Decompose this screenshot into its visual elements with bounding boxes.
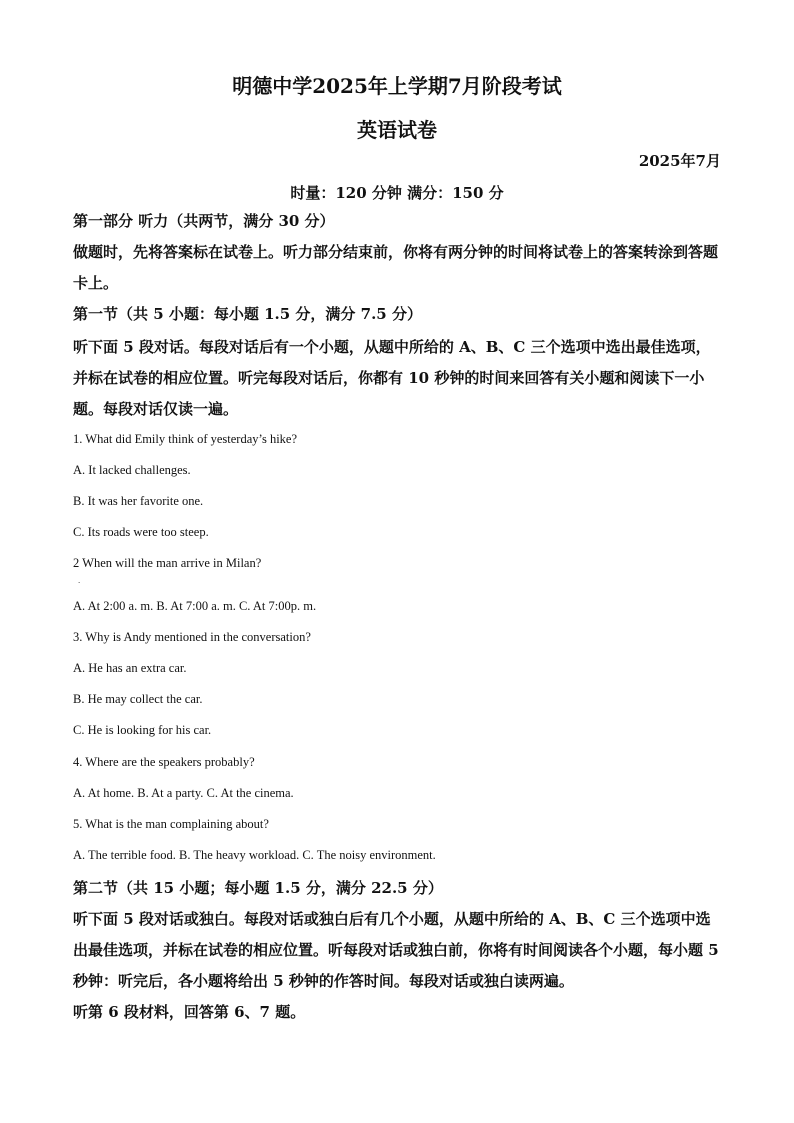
- part1-instructions: 做题时，先将答案标在试卷上。听力部分结束前，你将有两分钟的时间将试卷上的答案转涂到答题卡上。: [73, 243, 719, 292]
- section1-instructions: 听下面 5 段对话。每段对话后有一个小题，从题中所给的 A、B、C 三个选项中选出最佳选项，并标在试卷的相应位置。听完每段对话后，你都有 10 秒钟的时间来回答有关小题和阅读下一小题。每段对话仅读一遍。: [73, 338, 711, 418]
- question-2-dot: .: [78, 576, 81, 585]
- question-3-option-c: C. He is looking for his car.: [73, 723, 212, 737]
- exam-meta: 时量：120 分钟 满分：150 分: [290, 184, 504, 202]
- section2-prompt: 听第 6 段材料，回答第 6、7 题。: [73, 1003, 306, 1021]
- question-4: 4. Where are the speakers probably?: [73, 755, 255, 769]
- section2-instructions: 听下面 5 段对话或独白。每段对话或独白后有几个小题，从题中所给的 A、B、C 三个选项中选出最佳选项，并标在试卷的相应位置。听每段对话或独白前，你将有时间阅读各个小题，每小题 5 秒钟：听完后，各小题将给出 5 秒钟的作答时间。每段对话或独白读两遍。: [73, 910, 719, 990]
- question-5: 5. What is the man complaining about?: [73, 817, 269, 831]
- exam-date: 2025年7月: [638, 152, 721, 170]
- exam-title: 明德中学2025年上学期7月阶段考试: [232, 74, 562, 98]
- question-3-option-a: A. He has an extra car.: [73, 661, 187, 675]
- question-1: 1. What did Emily think of yesterday’s hike?: [73, 432, 298, 446]
- question-3: 3. Why is Andy mentioned in the conversation?: [73, 630, 311, 644]
- question-5-options: A. The terrible food. B. The heavy workload. C. The noisy environment.: [73, 848, 436, 862]
- section1-title: 第一节（共 5 小题：每小题 1.5 分，满分 7.5 分）: [73, 305, 422, 323]
- question-3-option-b: B. He may collect the car.: [73, 692, 203, 706]
- question-1-option-b: B. It was her favorite one.: [73, 494, 204, 508]
- question-2-options: A. At 2:00 a. m. B. At 7:00 a. m. C. At 7:00p. m.: [73, 599, 317, 613]
- question-1-option-c: C. Its roads were too steep.: [73, 525, 209, 539]
- exam-subtitle: 英语试卷: [357, 118, 437, 142]
- question-4-options: A. At home. B. At a party. C. At the cinema.: [73, 786, 294, 800]
- part1-title: 第一部分 听力（共两节，满分 30 分）: [73, 212, 335, 230]
- question-2: 2 When will the man arrive in Milan?: [73, 556, 262, 570]
- section2-title: 第二节（共 15 小题；每小题 1.5 分，满分 22.5 分）: [73, 879, 443, 897]
- question-1-option-a: A. It lacked challenges.: [73, 463, 191, 477]
